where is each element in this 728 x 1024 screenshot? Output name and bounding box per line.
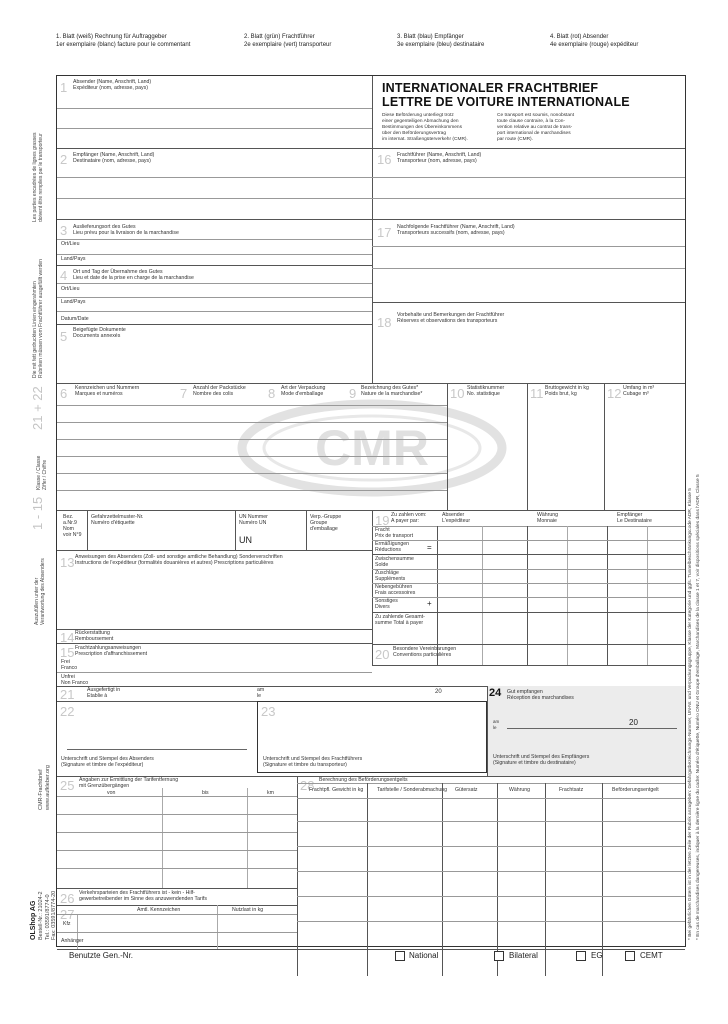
calc-col-2: Tarifstelle / Sonderabmachung [377, 787, 448, 793]
col-9-number: 9 [349, 386, 357, 401]
copy-4-header: 4. Blatt (rot) Absender 4e exemplaire (rouge) expéditeur [550, 34, 639, 48]
box-2-number: 2 [60, 152, 68, 167]
copy-1-header: 1. Blatt (weiß) Rechnung für Auftraggeber 1er exemplaire (blanc) facture pour le commentant [56, 34, 191, 48]
cemt-checkbox[interactable] [625, 951, 635, 961]
imprint-tel: Tel.: 03591/8774-0 [45, 894, 51, 940]
box-22-signature-label: Unterschrift und Stempel des Absenders (Signature et timbre de l'expéditeur) [61, 756, 154, 768]
box-3-number: 3 [60, 223, 68, 238]
box-5-label: Beigefügte Dokumente Documents annexés [73, 327, 126, 339]
col-6-label: Kennzeichen und Nummern Marques et numéros [75, 385, 140, 397]
box-22-number: 22 [60, 704, 75, 719]
box-26-label: Verkehrsparteien des Frachtführers ist - kein - Hilf- gewerbetreibender im Sinne des anzuwendenden Tarifs [79, 890, 207, 902]
col-8-label: Art der Verpackung Mode d'emballage [281, 385, 326, 397]
box-25-number: 25 [60, 778, 75, 793]
copy-2-header: 2. Blatt (grün) Frachtführer 2e exemplaire (vert) transporteur [244, 34, 332, 48]
box-21-date-label: am le [257, 687, 265, 699]
b19-row-4: Zuschläge Suppléments [375, 570, 406, 582]
box-1-label: Absender (Name, Anschrift, Land) Expéditeur (nom, adresse, pays) [73, 79, 152, 91]
col-10-number: 10 [450, 386, 465, 401]
adr-col2-label: Gefahrzettelmuster-Nr. Numéro d'étiquette [91, 514, 144, 526]
box-19-number: 19 [375, 513, 390, 528]
side-responsibility-2: Verantwortung des Absenders [40, 558, 46, 625]
box-18-label: Vorbehalte und Bemerkungen der Frachtführer Réserves et observations des transporteurs [397, 312, 505, 324]
box-25-to: bis [202, 790, 209, 796]
box-20-number: 20 [375, 647, 390, 662]
box-16-label: Frachtführer (Name, Anschrift, Land) Transporteur (nom, adresse, pays) [397, 152, 482, 164]
copy-3-header: 3. Blatt (blau) Empfänger 3e exemplaire (bleu) destinataire [397, 34, 485, 48]
box-24-year: 20 [629, 718, 638, 727]
bilateral-checkbox[interactable] [494, 951, 504, 961]
cipher-label: Ziffer / Chiffre [42, 459, 48, 490]
box-2-label: Empfänger (Name, Anschrift, Land) Destinataire (nom, adresse, pays) [73, 152, 155, 164]
box-4-place-label: Ort/Lieu [61, 286, 80, 292]
b19-row-1: Fracht Prix de transport [375, 527, 414, 539]
col-10-label: Statistiknummer No. statistique [467, 385, 505, 397]
class-label: Klasse / Classe [36, 455, 42, 490]
col-11-number: 11 [530, 386, 544, 401]
box-19-consignee-label: Empfänger Le Destinataire [617, 512, 652, 524]
b19-row-6-sign: + [427, 599, 432, 608]
intro-fr: Ce transport est soumis, nonobstant toute clause contraire, à la Con- vention relative au contrat de trans- port international de marchandises par route (CMR). [497, 113, 575, 142]
b19-row-6: Sonstiges Divers [375, 598, 398, 610]
box-25-label: Angaben zur Ermittlung der Tarifentfernung mit Grenzübergängen [79, 777, 179, 789]
range-1-15: 1 - 15 [30, 496, 45, 530]
box-23-number: 23 [261, 704, 276, 719]
box-4-label: Ort und Tag der Übernahme des Gutes Lieu et date de la prise en charge de la marchandise [73, 269, 194, 281]
box-15-label: Frachtzahlungsanweisungen Prescription d'affranchissement [75, 645, 148, 657]
box-15-unfrei: Unfrei Non Franco [61, 674, 89, 686]
box-14-label: Rückerstattung Remboursement [75, 630, 114, 642]
box-15-frei: Frei Franco [61, 659, 78, 671]
box-4-country-label: Land/Pays [61, 299, 86, 305]
box-3-place-label: Ort/Lieu [61, 241, 80, 247]
box-24-date-label: am le [493, 719, 500, 730]
side-dangerous-de: * Bei gefährlichen Gütern ist in der letzten Zeile der Rubrik anzugeben: Gefahrgutbezeichnungs-Nummer, UN-Nr. und Verpackungsgruppe, Klasse der Kategorie und ggfs. Tunnelbeschränkungscode ADR, Klasse 5 [688, 488, 693, 940]
box-16-number: 16 [377, 152, 392, 167]
box-19-currency-label: Währung Monnaie [537, 512, 559, 524]
calc-col-4: Währung [509, 787, 531, 793]
calc-col-1: Frachtpfl. Gewicht in kg [309, 787, 364, 793]
box-24-signature-label: Unterschrift und Stempel des Empfängers (Signature et timbre du destinataire) [493, 754, 590, 766]
col-7-number: 7 [180, 386, 188, 401]
box-17-label: Nachfolgende Frachtführer (Name, Anschrift, Land) Transporteurs successifs (nom, adresse, pays) [397, 224, 515, 236]
box-1-number: 1 [60, 80, 68, 95]
box-28-label: Berechnung des Beförderungsentgelts [319, 777, 408, 783]
box-13-label: Anweisungen des Absenders (Zoll- und sonstige amtliche Behandlung) Sonderverschriften Instructions de l'expéditeur (formalités douanières et autres) Prescriptions particulières [75, 554, 283, 566]
adr-col4-label: Verp.-Gruppe Groupe d'emballage [310, 514, 342, 532]
cmr-form [56, 75, 686, 960]
box-17-number: 17 [377, 225, 392, 240]
box-27-truck-label: Kfz [63, 921, 71, 927]
watermark-text: CMR [315, 420, 429, 476]
side-note-de: Die mit fett gedruckten Linien eingerahmten [32, 281, 38, 378]
box-14-number: 14 [60, 630, 75, 645]
b19-row-7: Zu zahlende Gesamt- summe Total à payer [375, 614, 425, 626]
box-25-from: von [107, 790, 116, 796]
national-label: National [409, 951, 439, 960]
box-4-number: 4 [60, 268, 68, 283]
side-responsibility: Auszufüllen unter der [34, 577, 40, 625]
calc-col-6: Beförderungsentgelt [612, 787, 659, 793]
col-9-label: Bezeichnung des Gutes* Nature de la marchandise* [361, 385, 423, 397]
box-23-signature-label: Unterschrift und Stempel des Frachtführers (Signature et timbre du transporteur) [263, 756, 363, 768]
col-12-label: Umfang in m³ Cubage m³ [623, 385, 655, 397]
col-7-label: Anzahl der Packstücke Nombre des colis [193, 385, 246, 397]
b19-row-3: Zwischensumme Solde [375, 556, 414, 568]
national-checkbox[interactable] [395, 951, 405, 961]
box-27-payload-label: Nutzlast in kg [232, 907, 264, 913]
cemt-label: CEMT [640, 951, 663, 960]
range-21-22: 21 + 22 [30, 386, 45, 430]
calc-col-5: Frachtsatz [559, 787, 584, 793]
box-21-number: 21 [60, 687, 75, 702]
bilateral-label: Bilateral [509, 951, 538, 960]
col-12-number: 12 [607, 386, 622, 401]
box-21-year: 20 [435, 689, 442, 695]
adr-un-value: UN [239, 535, 252, 545]
imprint-web: www.aufkleber.org [45, 765, 51, 810]
box-3-label: Auslieferungsort des Gutes Lieu prévu pour la livraison de la marchandise [73, 224, 179, 236]
box-3-country-label: Land/Pays [61, 256, 86, 262]
b19-row-5: Nebengebühren Frais accessoires [375, 584, 416, 596]
box-28-number: 28 [300, 778, 315, 793]
b19-row-2-sign: = [427, 543, 432, 552]
box-5-number: 5 [60, 329, 68, 344]
box-24-number: 24 [489, 687, 502, 699]
brand-logo: OLShop AG [30, 900, 37, 940]
eg-label: EG [591, 951, 603, 960]
used-permit-label: Benutzte Gen.-Nr. [69, 951, 134, 960]
box-27-trailer-label: Anhänger [61, 938, 84, 944]
adr-col3-label: UN Nummer Numéro UN [239, 514, 268, 526]
calc-col-3: Gütersatz [455, 787, 478, 793]
side-note-de-2: Rubriken müssen vom Frachtführer ausgefüllt werden [38, 259, 44, 378]
box-19-payer-label: Zu zahlen vom: A payer par: [391, 512, 427, 524]
eg-checkbox[interactable] [576, 951, 586, 961]
box-13-number: 13 [60, 555, 75, 570]
box-18-number: 18 [377, 315, 392, 330]
box-27-plate-label: Amtl. Kennzeichen [137, 907, 181, 913]
col-11-label: Bruttogewicht in kg Poids brut, kg [545, 385, 589, 397]
imprint-fax: Fax: 03591/8774-20 [51, 890, 57, 940]
form-title-de: INTERNATIONALER FRACHTBRIEF [382, 81, 599, 95]
box-19-sender-label: Absender L'expéditeur [442, 512, 471, 524]
imprint-title: CMR-Frachtbrief [38, 769, 44, 810]
intro-de: Diese Beförderung unterliegt trotz einer gegenteiligen Abmachung den Bestimmungen des Übereinkommens über den Beförderungsvertrag im internat. Straßengüterverkehr (CMR). [382, 113, 468, 142]
box-20-label: Besondere Vereinbarungen Conventions particulières [393, 646, 457, 658]
col-8-number: 8 [268, 386, 276, 401]
side-note-fr-2: doivent être remplies par le transporteur [38, 133, 44, 222]
box-21-label: Ausgefertigt in Etablie à [87, 687, 121, 699]
box-26-number: 26 [60, 891, 75, 906]
form-title-fr: LETTRE DE VOITURE INTERNATIONALE [382, 95, 630, 109]
side-dangerous-fr: * En cas de marchandises dangereuses, indiquer à la dernière ligne du cadre: Numéro d'étiquette, Numéro ONU et Groupe d'emballage, Marchandises de la classe 1 et 7, voir dispositions spéciales dans l'ADR, Classe 5 [696, 474, 701, 940]
imprint-order: Bestell-Nr.: 21024-2 [38, 891, 44, 940]
box-27-number: 27 [60, 907, 75, 922]
b19-row-2: Ermäßigungen Réductions [375, 541, 410, 553]
adr-col1-label: Bez. a.Nr.9 Nom voir N°9 [63, 514, 82, 538]
box-25-km: km [267, 790, 274, 796]
col-6-number: 6 [60, 386, 68, 401]
side-note-fr: Les parties encadrées de lignes grasses [32, 132, 38, 222]
box-24-label: Gut empfangen Réception des marchandises [507, 689, 574, 701]
box-4-date-label: Datum/Date [61, 316, 89, 322]
box-15-number: 15 [60, 645, 75, 660]
